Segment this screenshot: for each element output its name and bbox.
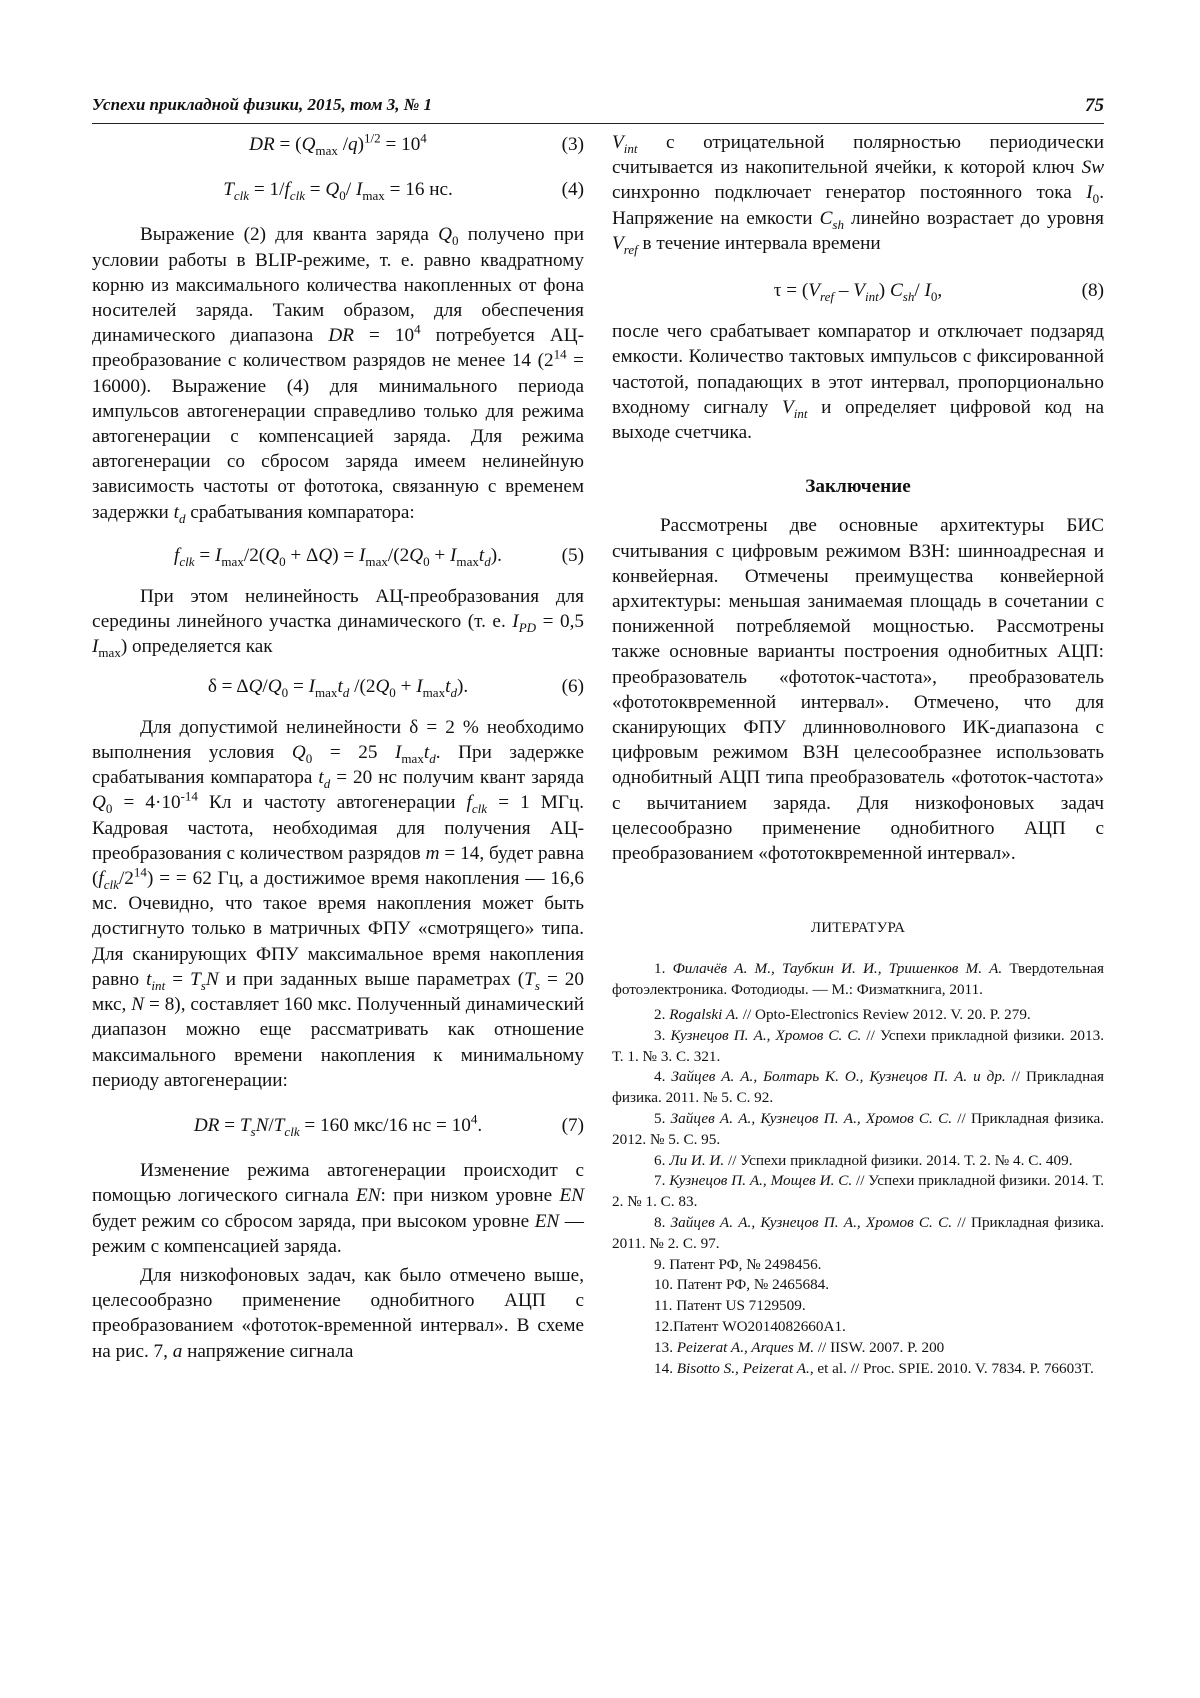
equation-7: DR = $T_sN/T_{clk} = 160$ мкс/16 нс = $10^4$. (7)	[193, 1111, 584, 1139]
reference-item: 5. Зайцев А. А., Кузнецов П. А., Хромов С. С. // Прикладная физика. 2012. № 5. С. 95.	[612, 1110, 1104, 1148]
right-column	[612, 130, 1104, 1379]
reference-item: 3. Кузнецов П. А., Хромов С. С. // Успехи прикладной физики. 2013. Т. 1. № 3. С. 321.	[612, 1026, 1104, 1065]
journal-title: Успехи прикладной физики, 2015, том 3, № 1	[92, 95, 433, 114]
equation-6: $\delta = \Delta Q/Q_0 = I_{max}t_d$ $/(2Q_0 + I_{max}t_d)$. (6)	[207, 675, 584, 700]
paragraph: Для допустимой нелинейности δ = 2 % необходимо выполнения условия $Q_0 = 25$ $I_{max}t_d$. При задержке срабатывания компаратора $t_d = 20$ нс получим квант заряда $Q_0 = 4\cdot 10^{-14}$ Кл и частоту автогенерации $f_{clk} = 1$ МГц. Кадровая частота, необходимая для получения АЦ-преобразования с количеством разрядов m = 14, будет равна $(f_{clk}/2^{14})$ = = 62 Гц, а достижимое время накопления — 16,6 мс. Очевидно, что такое время накопления может быть достигнуто только в матричных ФПУ «смотрящего» типа. Для сканирующих ФПУ максимальное время накопления равно $t_{int} = T_sN$ и при заданных выше параметрах ($T_s = 20$ мкс, N = 8), составляет 160 мкс. Полученный динамический диапазон можно еще рассматривать как отношение максимального времени накопления к минимальному периоду автогенерации:	[92, 716, 585, 1091]
paragraph: после чего срабатывает компаратор и отключает подзаряд емкости. Количество тактовых импульсов с фиксированной частотой, попадающих в этот интервал, пропорционально входному сигналу $V_{int}$ и определяет цифровой код на выходе счетчика.	[612, 321, 1105, 444]
reference-item: 12.Патент WO2014082660A1.	[654, 1318, 846, 1336]
paragraph: Изменение режима автогенерации происходит с помощью логического сигнала EN: при низком уровне EN будет режим со сбросом заряда, при высоком уровне EN — режим с компенсацией заряда.	[92, 1160, 584, 1257]
equation-number: (4)	[561, 179, 584, 201]
reference-item: 9. Патент РФ, № 2498456.	[654, 1255, 822, 1273]
reference-item: 4. Зайцев А. А., Болтарь К. О., Кузнецов П. А. и др. // Прикладная физика. 2011. № 5. С. 92.	[612, 1068, 1104, 1107]
equation-5: $f_{clk} = I_{max}/2(Q_0 + \Delta Q) = I_{max}/(2Q_0 + I_{max}t_d)$. (5)	[174, 544, 584, 569]
equation-number: (8)	[1081, 280, 1104, 302]
references-title: ЛИТЕРАТУРА	[810, 920, 906, 937]
reference-item: 2. Rogalski A. // Opto-Electronics Review 2012. V. 20. P. 279.	[654, 1006, 1031, 1024]
equation-3: DR = ($Q_{max}$ $/q)^{1/2} = 10^4$ (3)	[249, 130, 584, 158]
page-number: 75	[1085, 95, 1104, 116]
equation-number: (7)	[561, 1114, 584, 1136]
paragraph: Для низкофоновых задач, как было отмечено выше, целесообразно применение однобитного АЦП с преобразованием «фототок-временной интервал». В схеме на рис. 7, а напряжение сигнала	[92, 1264, 584, 1362]
reference-item: 13. Peizerat A., Arques M. // IISW. 2007. P. 200	[654, 1338, 945, 1356]
equation-8: $\tau = (V_{ref} - V_{int})$ $C_{sh}/$ $I_0$, (8)	[773, 280, 1104, 304]
reference-item: 8. Зайцев А. А., Кузнецов П. А., Хромов С. С. // Прикладная физика. 2011. № 2. С. 97.	[612, 1214, 1104, 1252]
paragraph: Выражение (2) для кванта заряда $Q_0$ получено при условии работы в BLIP-режиме, т. е. равно квадратному корню из максимального количества накопленных от фона носителей заряда. Таким образом, для обеспечения динамического диапазона DR = $10^4$ потребуется АЦ-преобразование с количеством разрядов не менее 14 $(2^{14} = 16000)$. Выражение (4) для минимального периода импульсов автогенерации справедливо только для режима автогенерации с компенсацией заряда. Для режима автогенерации со сбросом заряда имеем нелинейную зависимость частоты от фототока, связанную с временем задержки $t_d$ срабатывания компаратора:	[92, 224, 584, 526]
paragraph: Рассмотрены две основные архитектуры БИС считывания с цифровым режимом ВЗН: шинноадресная и конвейерная. Отмечены преимущества конвейерной архитектуры: меньшая занимаемая площадь в сочетании с пониженной потребляемой мощностью. Рассмотрены также основные варианты построения однобитных АЦП: преобразователь «фототок-частота», преобразователь «фототоквременной интервал». Отмечено, что для сканирующих ФПУ длинноволнового ИК-диапазона с цифровым режимом ВЗН целесообразнее использовать однобитный АЦП типа преобразователь «фототок-частота» с вычитанием заряда. Для низкофоновых задач целесообразно применение однобитного АЦП с преобразованием «фототоквременной интервал».	[612, 515, 1104, 865]
paragraph: При этом нелинейность АЦ-преобразования для середины линейного участка динамического (т. е. $I_{PD} = 0,5$ $I_{max}$) определяется как	[92, 586, 584, 661]
reference-item: 10. Патент РФ, № 2465684.	[654, 1276, 830, 1294]
equation-number: (5)	[561, 544, 584, 566]
equation-number: (3)	[561, 134, 584, 155]
equation-4: $T_{clk} = 1/f_{clk} = Q_0/$ $I_{max} = 16$ нс. (4)	[223, 179, 584, 204]
reference-item: 7. Кузнецов П. А., Мощев И. С. // Успехи прикладной физики. 2014. Т. 2. № 1. С. 83.	[612, 1172, 1105, 1211]
left-column	[92, 130, 584, 1364]
reference-item: 11. Патент US 7129509.	[654, 1297, 806, 1315]
equation-number: (6)	[561, 675, 584, 697]
reference-item: 14. Bisotto S., Peizerat A., et al. // Proc. SPIE. 2010. V. 7834. P. 76603T.	[654, 1359, 1094, 1377]
section-heading-conclusion: Заключение	[805, 476, 911, 498]
reference-item: 1. Филачёв А. М., Таубкин И. И., Тришенков М. А. Твердотельная фотоэлектроника. Фотодиоды. — М.: Физматкнига, 2011.	[612, 960, 1104, 999]
running-header	[92, 95, 1104, 124]
reference-item: 6. Ли И. И. // Успехи прикладной физики. 2014. Т. 2. № 4. С. 409.	[654, 1151, 1073, 1169]
reference-list	[612, 959, 1104, 1379]
paragraph: $V_{int}$ с отрицательной полярностью периодически считывается из накопительной ячейки, к которой ключ Sw синхронно подключает генератор постоянного тока $I_0$. Напряжение на емкости $C_{sh}$ линейно возрастает до уровня $V_{ref}$ в течение интервала времени	[612, 132, 1104, 257]
